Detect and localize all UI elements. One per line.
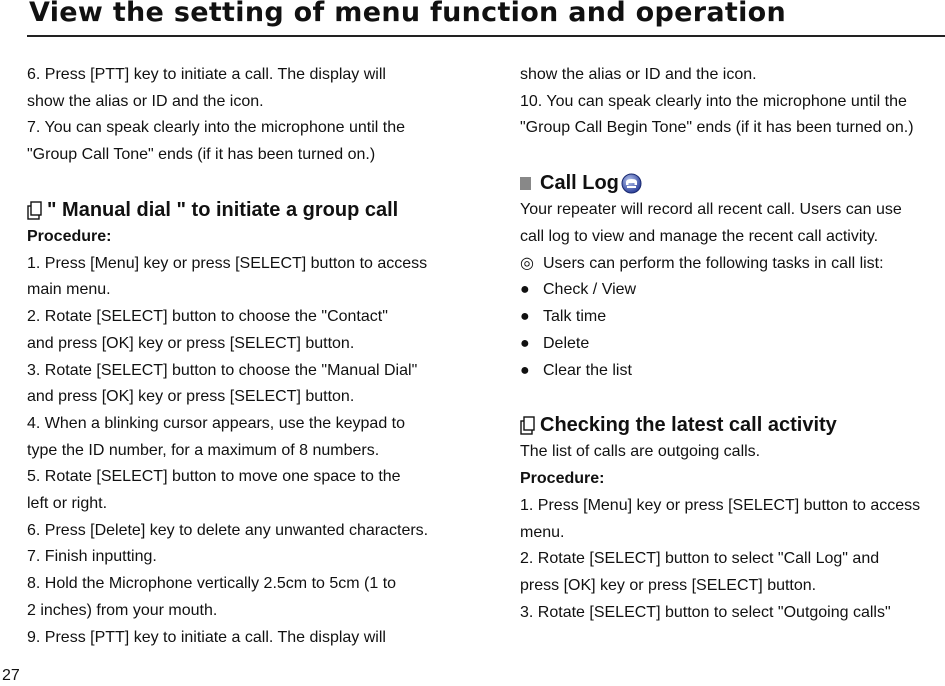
step-line: menu.: [520, 523, 565, 541]
step-line: press [OK] key or press [SELECT] button.: [520, 576, 817, 594]
intro-line: show the alias or ID and the icon.: [520, 66, 757, 83]
procedure-label: Procedure:: [27, 228, 112, 245]
step-line: 5. Rotate [SELECT] button to move one space to the: [27, 468, 401, 486]
step-line: type the ID number, for a maximum of 8 numbers.: [27, 441, 380, 459]
step-line: left or right.: [27, 495, 108, 513]
page-number: 27: [2, 667, 20, 684]
step-line: 3. Rotate [SELECT] button to choose the "Manual Dial": [27, 361, 418, 379]
intro-line: "Group Call Begin Tone" ends (if it has been turned on.): [520, 119, 914, 137]
step-line: 8. Hold the Microphone vertically 2.5cm to 5cm (1 to: [27, 575, 397, 593]
list-item: ● Check / View: [520, 277, 945, 304]
step-line: 3. Rotate [SELECT] button to select "Outgoing calls": [520, 603, 891, 621]
right-column: [520, 62, 945, 626]
step-line: 4. When a blinking cursor appears, use the keypad to: [27, 414, 405, 432]
step-line: 6. Press [Delete] key to delete any unwanted characters.: [27, 521, 429, 539]
double-circle-icon: ◎: [520, 254, 534, 272]
left-column: [27, 62, 467, 651]
page-title: View the setting of menu function and operation: [29, 0, 787, 28]
step-line: 9. Press [PTT] key to initiate a call. The display will: [27, 628, 386, 646]
list-item: ● Talk time: [520, 304, 945, 331]
call-log-heading: [520, 169, 945, 197]
step-line: 1. Press [Menu] key or press [SELECT] button to access: [520, 496, 921, 514]
checking-heading-text: Checking the latest call activity: [540, 414, 837, 437]
step-line: 2. Rotate [SELECT] button to choose the "Contact": [27, 308, 388, 326]
intro-line: 6. Press [PTT] key to initiate a call. The display will: [27, 66, 386, 83]
step-line: 2. Rotate [SELECT] button to select "Call Log" and: [520, 550, 880, 568]
list-item: ● Clear the list: [520, 358, 945, 385]
step-line: 1. Press [Menu] key or press [SELECT] button to access: [27, 254, 428, 272]
call-log-menu-icon: [621, 173, 642, 194]
step-line: 2 inches) from your mouth.: [27, 601, 218, 619]
intro-line: "Group Call Tone" ends (if it has been turned on.): [27, 146, 376, 164]
call-log-desc-line: Your repeater will record all recent call. Users can use: [520, 201, 902, 219]
step-line: and press [OK] key or press [SELECT] button.: [27, 388, 355, 406]
intro-line: 10. You can speak clearly into the microphone until the: [520, 92, 907, 110]
section-marker-icon: [520, 177, 531, 190]
checking-desc: The list of calls are outgoing calls.: [520, 443, 761, 461]
procedure-label: Procedure:: [520, 470, 605, 488]
bullet-icon: ●: [520, 281, 530, 299]
manual-dial-heading: [27, 196, 467, 224]
bullet-icon: ●: [520, 334, 530, 352]
tasks-intro: ◎ Users can perform the following tasks in call list:: [520, 251, 945, 278]
handset-icon: [520, 416, 535, 435]
call-log-heading-text: Call Log: [540, 172, 619, 195]
call-log-desc-line: call log to view and manage the recent call activity.: [520, 228, 879, 245]
intro-line: show the alias or ID and the icon.: [27, 92, 264, 110]
step-line: and press [OK] key or press [SELECT] button.: [27, 334, 355, 352]
handset-icon: [27, 201, 42, 220]
intro-line: 7. You can speak clearly into the microphone until the: [27, 119, 406, 137]
bullet-icon: ●: [520, 361, 530, 379]
list-item: ● Delete: [520, 331, 945, 358]
bullet-icon: ●: [520, 308, 530, 326]
step-line: 7. Finish inputting.: [27, 548, 157, 566]
title-divider: [27, 35, 945, 37]
checking-heading: [520, 411, 945, 439]
manual-dial-heading-text: " Manual dial " to initiate a group call: [47, 199, 399, 221]
step-line: main menu.: [27, 281, 111, 299]
